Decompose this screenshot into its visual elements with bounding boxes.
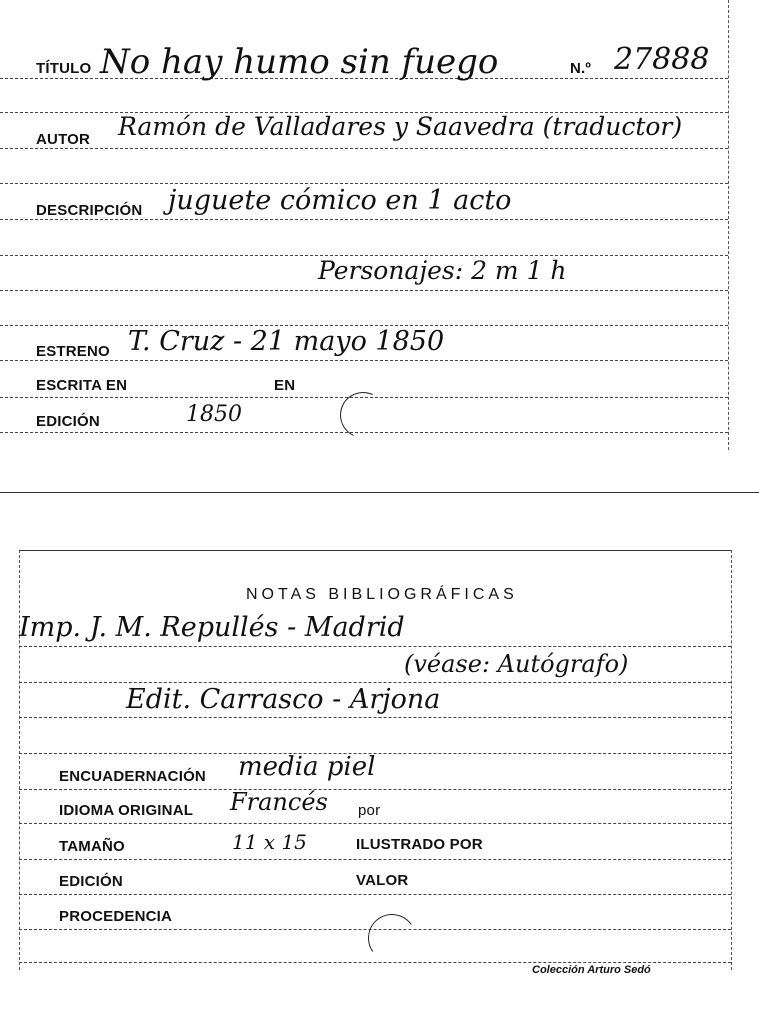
por-label: por (358, 802, 381, 819)
edicion-value: 1850 (186, 402, 242, 427)
card-edge (731, 550, 732, 970)
rule-line (19, 859, 731, 860)
rule-line (0, 290, 728, 291)
nota-imprenta: Imp. J. M. Repullés - Madrid (19, 612, 405, 643)
notas-heading: NOTAS BIBLIOGRÁFICAS (246, 586, 518, 603)
rule-line (19, 717, 731, 718)
rule-line (0, 360, 728, 361)
ilustrado-label: ILUSTRADO POR (356, 836, 483, 853)
idioma-value: Francés (230, 788, 328, 816)
nota-editorial: Edit. Carrasco - Arjona (126, 684, 441, 715)
punch-hole (334, 386, 393, 445)
rule-line (0, 148, 728, 149)
rule-line (19, 823, 731, 824)
edicion-label: EDICIÓN (36, 413, 100, 430)
nota-vease: (véase: Autógrafo) (404, 650, 629, 678)
punch-hole (364, 910, 420, 966)
card-top-edge (19, 550, 731, 551)
rule-line (19, 682, 731, 683)
rule-line (19, 962, 731, 963)
titulo-label: TÍTULO (36, 60, 92, 77)
estreno-label: ESTRENO (36, 343, 110, 360)
valor-label: VALOR (356, 872, 409, 889)
numero-label: N.º (570, 60, 592, 77)
tamano-label: TAMAÑO (59, 838, 125, 855)
procedencia-label: PROCEDENCIA (59, 908, 173, 925)
descripcion-label: DESCRIPCIÓN (36, 202, 143, 219)
rule-line (19, 646, 731, 647)
autor-value: Ramón de Valladares y Saavedra (traductor) (118, 112, 683, 141)
personajes-value: Personajes: 2 m 1 h (318, 256, 567, 285)
en-label: EN (274, 377, 296, 394)
escrita-label: ESCRITA EN (36, 377, 128, 394)
rule-line (0, 183, 728, 184)
autor-label: AUTOR (36, 131, 91, 148)
titulo-value: No hay humo sin fuego (100, 42, 499, 82)
tamano-value: 11 x 15 (232, 830, 307, 854)
encuadernacion-label: ENCUADERNACIÓN (59, 768, 206, 785)
rule-line (19, 789, 731, 790)
coleccion-footer: Colección Arturo Sedó (532, 964, 651, 976)
numero-value: 27888 (614, 42, 710, 77)
rule-line (19, 894, 731, 895)
estreno-value: T. Cruz - 21 mayo 1850 (128, 326, 445, 357)
rule-line (0, 219, 728, 220)
descripcion-value: juguete cómico en 1 acto (168, 185, 512, 216)
card-separator (0, 492, 759, 493)
edicion-label-2: EDICIÓN (59, 873, 123, 890)
idioma-label: IDIOMA ORIGINAL (59, 802, 194, 819)
encuadernacion-value: media piel (238, 752, 376, 782)
card-edge (728, 0, 729, 450)
